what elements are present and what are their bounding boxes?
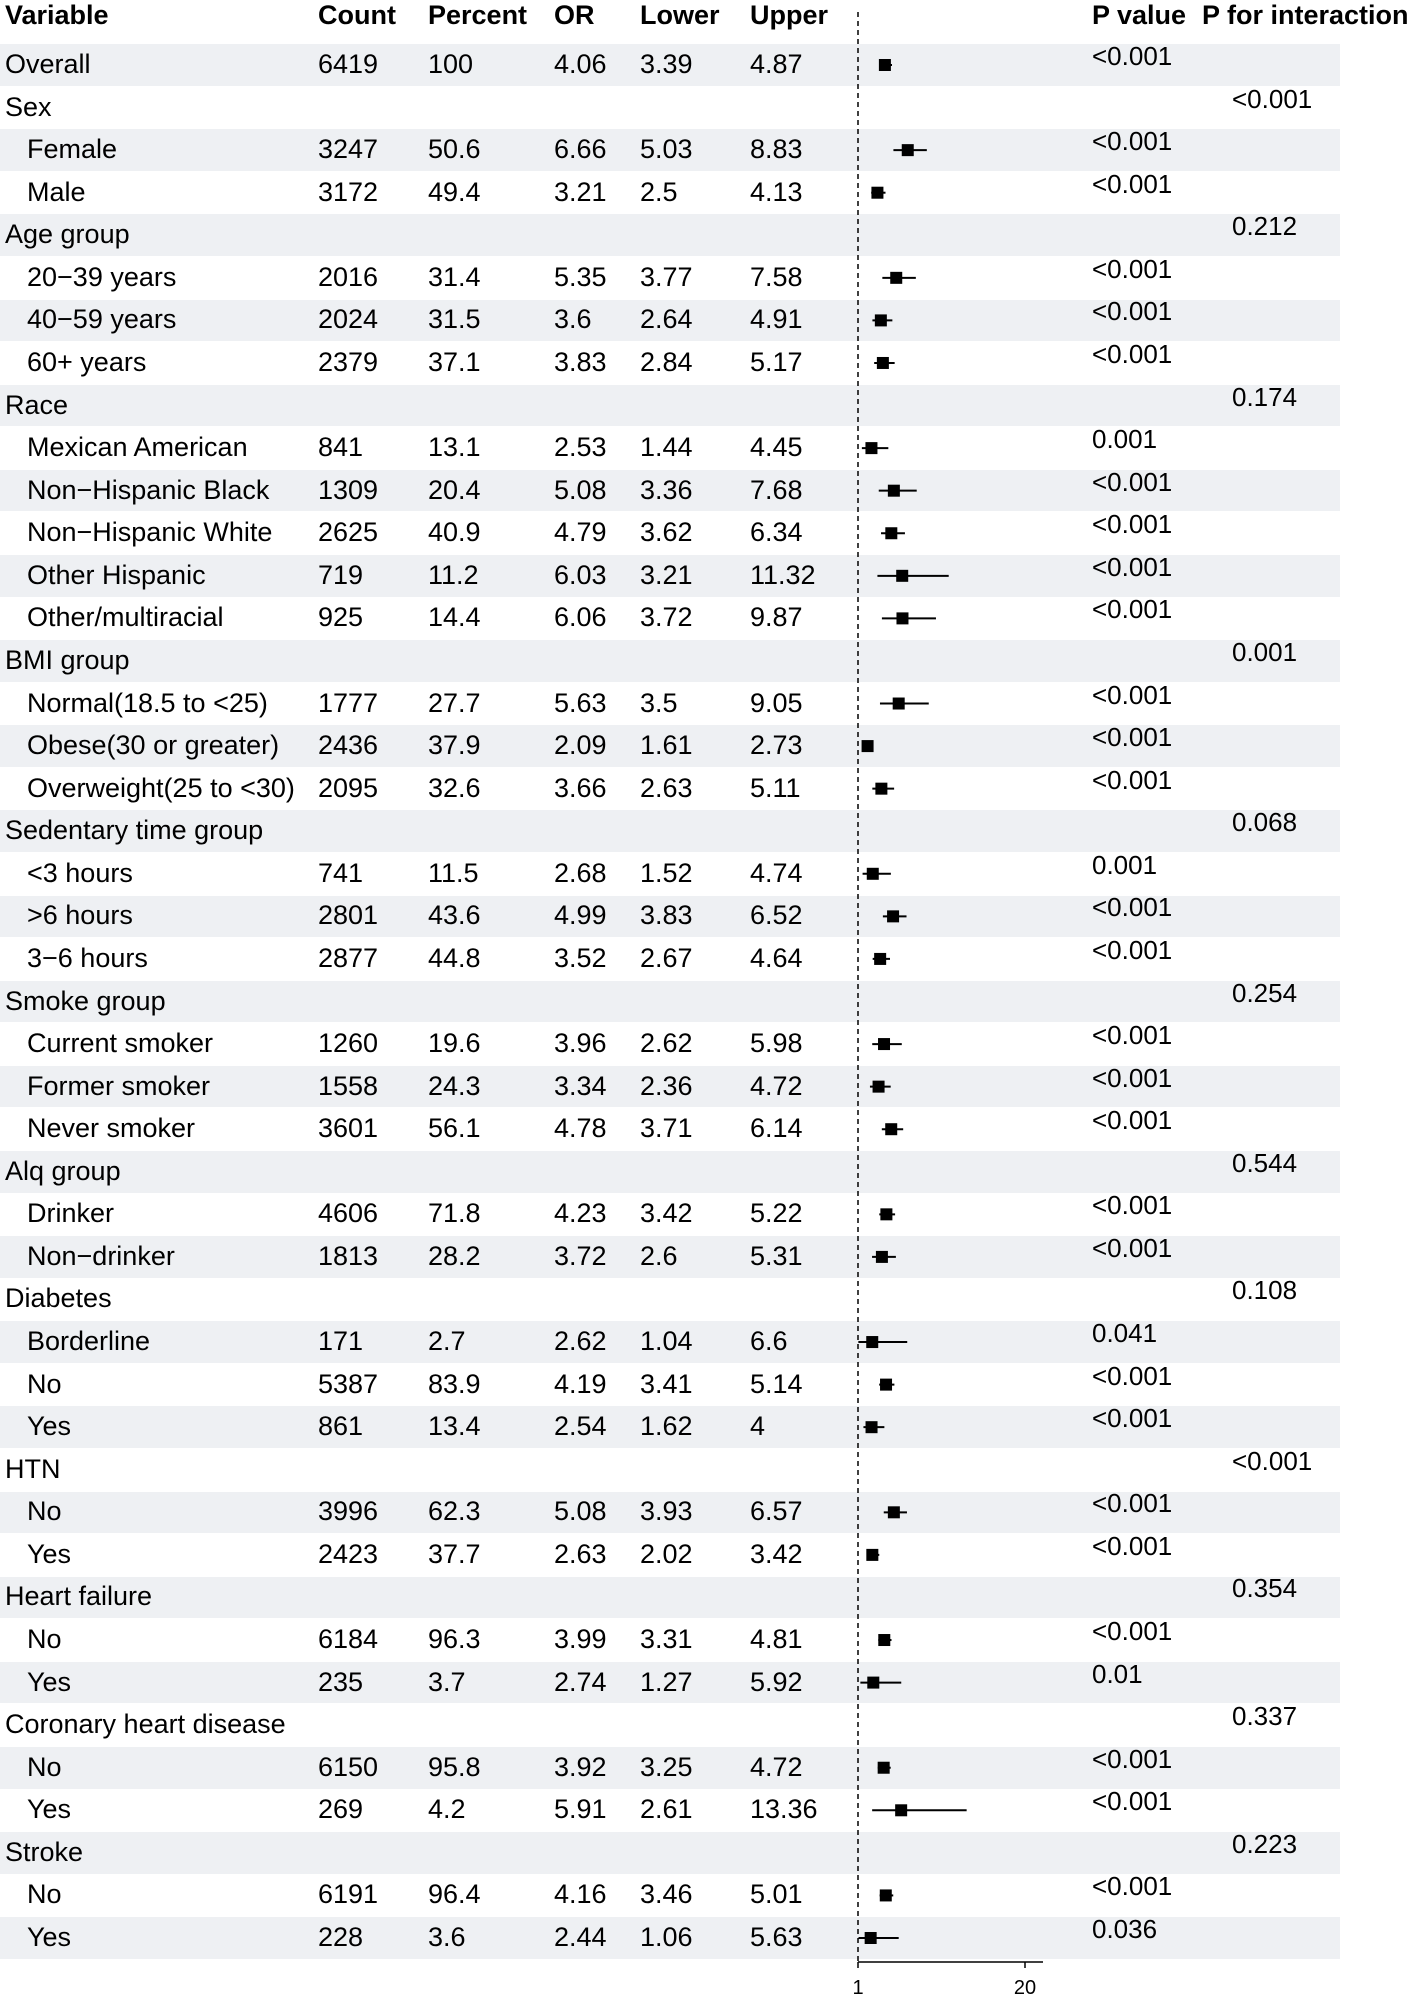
or-cell: 4.06 <box>554 49 607 79</box>
lower-cell: 1.61 <box>640 730 693 761</box>
percent-cell: 11.5 <box>428 857 479 888</box>
lower-cell: 1.52 <box>640 857 693 888</box>
or-point <box>896 570 908 582</box>
count-cell: 6419 <box>318 49 379 79</box>
header-p-value: P value <box>1092 0 1187 30</box>
upper-cell: 4.45 <box>750 432 803 463</box>
percent-cell: 50.6 <box>428 134 481 165</box>
row-label: No <box>27 1624 62 1655</box>
percent-cell: 32.6 <box>428 772 481 803</box>
lower-cell: 3.42 <box>640 1198 693 1229</box>
or-cell: 4.19 <box>554 1368 607 1399</box>
row-label: Borderline <box>27 1326 151 1357</box>
lower-cell: 2.64 <box>640 304 693 335</box>
percent-cell: 83.9 <box>428 1368 481 1399</box>
row-label: No <box>27 1751 62 1782</box>
upper-cell: 4.72 <box>750 1751 803 1782</box>
or-cell: 6.66 <box>554 134 607 165</box>
or-cell: 3.21 <box>554 176 607 207</box>
upper-cell: 9.05 <box>750 687 803 718</box>
p-value-cell: <0.001 <box>1092 168 1173 199</box>
upper-cell: 9.87 <box>750 602 803 633</box>
or-point <box>875 783 887 795</box>
lower-cell: 2.67 <box>640 942 693 973</box>
or-cell: 2.44 <box>554 1922 607 1952</box>
p-value-cell: <0.001 <box>1092 509 1173 540</box>
count-cell: 3601 <box>318 1113 379 1144</box>
lower-cell: 3.77 <box>640 261 693 292</box>
lower-cell: 1.62 <box>640 1411 693 1442</box>
or-cell: 4.99 <box>554 900 607 931</box>
count-cell: 171 <box>318 1326 364 1357</box>
upper-cell: 6.6 <box>750 1326 788 1357</box>
p-value-cell: <0.001 <box>1092 253 1173 284</box>
or-point <box>866 1549 878 1561</box>
header-percent: Percent <box>428 0 528 30</box>
upper-cell: 4.81 <box>750 1624 803 1655</box>
row-label: >6 hours <box>27 900 133 931</box>
upper-cell: 6.57 <box>750 1496 803 1527</box>
upper-cell: 4.74 <box>750 857 803 888</box>
percent-cell: 11.2 <box>428 559 479 590</box>
group-label: Diabetes <box>5 1283 112 1314</box>
lower-cell: 2.61 <box>640 1794 693 1825</box>
row-label: Non−Hispanic White <box>27 517 273 548</box>
p-value-cell: <0.001 <box>1092 1488 1173 1519</box>
upper-cell: 13.36 <box>750 1794 818 1825</box>
p-interaction-cell: 0.068 <box>1232 807 1298 838</box>
lower-cell: 3.36 <box>640 474 693 505</box>
lower-cell: 2.5 <box>640 176 678 207</box>
or-cell: 2.62 <box>554 1326 607 1357</box>
or-point <box>888 485 900 497</box>
percent-cell: 14.4 <box>428 602 481 633</box>
percent-cell: 96.3 <box>428 1624 481 1655</box>
row-label: Former smoker <box>27 1070 211 1101</box>
upper-cell: 5.14 <box>750 1368 803 1399</box>
count-cell: 269 <box>318 1794 364 1825</box>
row-label: Yes <box>27 1538 72 1569</box>
percent-cell: 13.1 <box>428 432 481 463</box>
or-point <box>902 144 914 156</box>
or-point <box>862 740 874 752</box>
row-label: 20−39 years <box>27 261 177 292</box>
count-cell: 6150 <box>318 1751 379 1782</box>
or-point <box>867 1677 879 1689</box>
upper-cell: 5.92 <box>750 1666 803 1697</box>
lower-cell: 1.04 <box>640 1326 693 1357</box>
group-label: Stroke <box>5 1836 84 1867</box>
count-cell: 841 <box>318 432 364 463</box>
count-cell: 4606 <box>318 1198 379 1229</box>
or-cell: 3.34 <box>554 1070 607 1101</box>
or-point <box>873 1081 885 1093</box>
group-label: BMI group <box>5 644 130 675</box>
or-point <box>876 1251 888 1263</box>
or-point <box>865 1932 877 1944</box>
group-label: HTN <box>5 1453 61 1484</box>
row-label: Normal(18.5 to <25) <box>27 687 268 718</box>
row-label: 3−6 hours <box>27 942 148 973</box>
or-point <box>880 1208 892 1220</box>
or-point <box>875 314 887 326</box>
or-cell: 3.96 <box>554 1028 607 1059</box>
count-cell: 2024 <box>318 304 379 335</box>
row-label: Overall <box>5 49 91 79</box>
upper-cell: 4 <box>750 1411 766 1442</box>
p-value-cell: <0.001 <box>1092 296 1173 327</box>
or-point <box>879 59 891 71</box>
count-cell: 925 <box>318 602 364 633</box>
count-cell: 719 <box>318 559 364 590</box>
or-cell: 5.35 <box>554 261 607 292</box>
upper-cell: 5.01 <box>750 1879 803 1910</box>
count-cell: 6184 <box>318 1624 379 1655</box>
row-label: Drinker <box>27 1198 115 1229</box>
p-interaction-cell: 0.108 <box>1232 1275 1298 1306</box>
or-point <box>866 1336 878 1348</box>
upper-cell: 11.32 <box>750 559 816 590</box>
row-label: Never smoker <box>27 1113 196 1144</box>
lower-cell: 2.62 <box>640 1028 693 1059</box>
p-value-cell: <0.001 <box>1092 551 1173 582</box>
p-interaction-cell: 0.337 <box>1232 1701 1298 1732</box>
count-cell: 2423 <box>318 1538 379 1569</box>
percent-cell: 20.4 <box>428 474 481 505</box>
row-label: Non−Hispanic Black <box>27 474 270 505</box>
percent-cell: 3.7 <box>428 1666 466 1697</box>
p-value-cell: <0.001 <box>1092 126 1173 157</box>
lower-cell: 3.46 <box>640 1879 693 1910</box>
count-cell: 1260 <box>318 1028 379 1059</box>
lower-cell: 1.06 <box>640 1922 693 1952</box>
lower-cell: 3.31 <box>640 1624 693 1655</box>
p-value-cell: <0.001 <box>1092 722 1173 753</box>
or-point <box>880 1889 892 1901</box>
upper-cell: 5.17 <box>750 346 803 377</box>
upper-cell: 6.14 <box>750 1113 803 1144</box>
or-cell: 3.72 <box>554 1240 607 1271</box>
or-point <box>874 953 886 965</box>
percent-cell: 28.2 <box>428 1240 481 1271</box>
p-interaction-cell: 0.212 <box>1232 211 1298 242</box>
row-label: 60+ years <box>27 346 147 377</box>
upper-cell: 2.73 <box>750 730 803 761</box>
group-label: Race <box>5 389 69 420</box>
percent-cell: 24.3 <box>428 1070 481 1101</box>
or-cell: 5.63 <box>554 687 607 718</box>
lower-cell: 2.6 <box>640 1240 678 1271</box>
row-label: 40−59 years <box>27 304 177 335</box>
upper-cell: 7.58 <box>750 261 803 292</box>
p-value-cell: <0.001 <box>1092 338 1173 369</box>
lower-cell: 2.02 <box>640 1538 693 1569</box>
x-tick-label: 20 <box>1013 1977 1037 1999</box>
or-point <box>885 1123 897 1135</box>
percent-cell: 100 <box>428 49 474 79</box>
or-cell: 5.91 <box>554 1794 607 1825</box>
percent-cell: 2.7 <box>428 1326 466 1357</box>
lower-cell: 3.83 <box>640 900 693 931</box>
group-label: Heart failure <box>5 1581 153 1612</box>
lower-cell: 2.36 <box>640 1070 693 1101</box>
p-value-cell: <0.001 <box>1092 1786 1173 1817</box>
or-point <box>866 1421 878 1433</box>
or-point <box>880 1379 892 1391</box>
p-interaction-cell: 0.544 <box>1232 1147 1298 1178</box>
upper-cell: 4.87 <box>750 49 803 79</box>
group-label: Alq group <box>5 1155 121 1186</box>
or-point <box>867 868 879 880</box>
or-cell: 2.54 <box>554 1411 607 1442</box>
or-point <box>871 187 883 199</box>
row-label: Overweight(25 to <30) <box>27 772 295 803</box>
upper-cell: 3.42 <box>750 1538 803 1569</box>
percent-cell: 96.4 <box>428 1879 481 1910</box>
p-interaction-cell: 0.174 <box>1232 381 1298 412</box>
row-label: Male <box>27 176 86 207</box>
row-label: No <box>27 1496 62 1527</box>
p-value-cell: <0.001 <box>1092 1232 1173 1263</box>
percent-cell: 31.4 <box>428 261 481 292</box>
upper-cell: 4.72 <box>750 1070 803 1101</box>
or-cell: 6.03 <box>554 559 607 590</box>
upper-cell: 5.22 <box>750 1198 803 1229</box>
or-cell: 3.52 <box>554 942 607 973</box>
percent-cell: 19.6 <box>428 1028 481 1059</box>
or-cell: 2.68 <box>554 857 607 888</box>
count-cell: 1813 <box>318 1240 379 1271</box>
p-interaction-cell: <0.001 <box>1232 1445 1313 1476</box>
or-point <box>895 1804 907 1816</box>
percent-cell: 37.9 <box>428 730 481 761</box>
header-p-interaction: P for interaction <box>1202 0 1409 30</box>
or-cell: 3.99 <box>554 1624 607 1655</box>
p-interaction-cell: 0.001 <box>1232 636 1298 667</box>
percent-cell: 95.8 <box>428 1751 481 1782</box>
row-label: Other/multiracial <box>27 602 224 633</box>
p-value-cell: 0.001 <box>1092 424 1158 455</box>
or-point <box>877 357 889 369</box>
count-cell: 3996 <box>318 1496 379 1527</box>
or-point <box>885 527 897 539</box>
lower-cell: 2.63 <box>640 772 693 803</box>
p-interaction-cell: 0.254 <box>1232 977 1298 1008</box>
upper-cell: 5.11 <box>750 772 801 803</box>
count-cell: 235 <box>318 1666 364 1697</box>
or-cell: 5.08 <box>554 474 607 505</box>
or-cell: 4.78 <box>554 1113 607 1144</box>
p-value-cell: 0.041 <box>1092 1318 1158 1349</box>
p-value-cell: <0.001 <box>1092 594 1173 625</box>
or-cell: 6.06 <box>554 602 607 633</box>
p-value-cell: <0.001 <box>1092 1871 1173 1902</box>
p-value-cell: <0.001 <box>1092 1020 1173 1051</box>
upper-cell: 8.83 <box>750 134 803 165</box>
upper-cell: 7.68 <box>750 474 803 505</box>
percent-cell: 56.1 <box>428 1113 481 1144</box>
count-cell: 3247 <box>318 134 379 165</box>
or-point <box>888 1506 900 1518</box>
or-point <box>878 1762 890 1774</box>
count-cell: 861 <box>318 1411 364 1442</box>
row-label: No <box>27 1368 62 1399</box>
group-label: Sedentary time group <box>5 815 264 846</box>
or-cell: 4.16 <box>554 1879 607 1910</box>
or-point <box>878 1038 890 1050</box>
lower-cell: 3.25 <box>640 1751 693 1782</box>
lower-cell: 2.84 <box>640 346 693 377</box>
header-upper: Upper <box>750 0 829 30</box>
header-or: OR <box>554 0 595 30</box>
lower-cell: 3.71 <box>640 1113 693 1144</box>
p-value-cell: <0.001 <box>1092 934 1173 965</box>
or-point <box>890 272 902 284</box>
lower-cell: 1.27 <box>640 1666 693 1697</box>
count-cell: 2801 <box>318 900 379 931</box>
percent-cell: 62.3 <box>428 1496 481 1527</box>
upper-cell: 4.91 <box>750 304 803 335</box>
x-tick-label: 1 <box>852 1977 864 1999</box>
group-label: Sex <box>5 91 52 122</box>
p-value-cell: 0.001 <box>1092 849 1158 880</box>
upper-cell: 4.64 <box>750 942 803 973</box>
or-point <box>887 910 899 922</box>
row-label: Yes <box>27 1411 72 1442</box>
or-cell: 3.92 <box>554 1751 607 1782</box>
row-label: Yes <box>27 1922 72 1952</box>
lower-cell: 5.03 <box>640 134 693 165</box>
count-cell: 1309 <box>318 474 379 505</box>
p-value-cell: 0.01 <box>1092 1658 1143 1689</box>
percent-cell: 27.7 <box>428 687 481 718</box>
row-label: Other Hispanic <box>27 559 206 590</box>
lower-cell: 3.41 <box>640 1368 693 1399</box>
row-label: <3 hours <box>27 857 133 888</box>
row-label: Obese(30 or greater) <box>27 730 280 761</box>
row-label: Yes <box>27 1794 72 1825</box>
lower-cell: 1.44 <box>640 432 693 463</box>
or-point <box>893 698 905 710</box>
or-cell: 3.6 <box>554 304 592 335</box>
upper-cell: 5.63 <box>750 1922 803 1952</box>
count-cell: 1558 <box>318 1070 379 1101</box>
or-point <box>896 612 908 624</box>
count-cell: 2095 <box>318 772 379 803</box>
p-value-cell: 0.036 <box>1092 1914 1158 1944</box>
or-cell: 3.66 <box>554 772 607 803</box>
p-value-cell: <0.001 <box>1092 1062 1173 1093</box>
or-cell: 2.74 <box>554 1666 607 1697</box>
percent-cell: 4.2 <box>428 1794 466 1825</box>
percent-cell: 13.4 <box>428 1411 481 1442</box>
upper-cell: 6.34 <box>750 517 803 548</box>
row-label: Non−drinker <box>27 1240 175 1271</box>
p-value-cell: <0.001 <box>1092 892 1173 923</box>
row-label: No <box>27 1879 62 1910</box>
row-label: Current smoker <box>27 1028 214 1059</box>
p-interaction-cell: 0.223 <box>1232 1828 1298 1859</box>
group-label: Age group <box>5 219 130 250</box>
lower-cell: 3.39 <box>640 49 693 79</box>
or-cell: 3.83 <box>554 346 607 377</box>
p-interaction-cell: <0.001 <box>1232 83 1313 114</box>
count-cell: 2379 <box>318 346 379 377</box>
lower-cell: 3.5 <box>640 687 678 718</box>
percent-cell: 44.8 <box>428 942 481 973</box>
or-cell: 5.08 <box>554 1496 607 1527</box>
p-value-cell: <0.001 <box>1092 1190 1173 1221</box>
or-point <box>878 1634 890 1646</box>
count-cell: 1777 <box>318 687 379 718</box>
or-cell: 2.53 <box>554 432 607 463</box>
group-label: Smoke group <box>5 985 166 1016</box>
header-variable: Variable <box>5 0 109 30</box>
percent-cell: 37.1 <box>428 346 481 377</box>
p-value-cell: <0.001 <box>1092 1530 1173 1561</box>
percent-cell: 71.8 <box>428 1198 481 1229</box>
header-count: Count <box>318 0 396 30</box>
or-cell: 2.63 <box>554 1538 607 1569</box>
count-cell: 2436 <box>318 730 379 761</box>
p-value-cell: <0.001 <box>1092 679 1173 710</box>
count-cell: 741 <box>318 857 364 888</box>
count-cell: 228 <box>318 1922 364 1952</box>
lower-cell: 3.21 <box>640 559 693 590</box>
group-label: Coronary heart disease <box>5 1709 286 1740</box>
lower-cell: 3.62 <box>640 517 693 548</box>
upper-cell: 5.98 <box>750 1028 803 1059</box>
lower-cell: 3.72 <box>640 602 693 633</box>
row-label: Female <box>27 134 118 165</box>
p-value-cell: <0.001 <box>1092 1403 1173 1434</box>
p-value-cell: <0.001 <box>1092 1360 1173 1391</box>
count-cell: 2625 <box>318 517 379 548</box>
row-label: Yes <box>27 1666 72 1697</box>
or-cell: 4.23 <box>554 1198 607 1229</box>
count-cell: 6191 <box>318 1879 379 1910</box>
row-label: Mexican American <box>27 432 248 463</box>
percent-cell: 40.9 <box>428 517 481 548</box>
percent-cell: 49.4 <box>428 176 481 207</box>
p-value-cell: <0.001 <box>1092 1105 1173 1136</box>
upper-cell: 5.31 <box>750 1240 803 1271</box>
percent-cell: 3.6 <box>428 1922 466 1952</box>
header-lower: Lower <box>640 0 720 30</box>
p-interaction-cell: 0.354 <box>1232 1573 1298 1604</box>
p-value-cell: <0.001 <box>1092 1743 1173 1774</box>
upper-cell: 6.52 <box>750 900 803 931</box>
percent-cell: 31.5 <box>428 304 481 335</box>
upper-cell: 4.13 <box>750 176 803 207</box>
p-value-cell: <0.001 <box>1092 1616 1173 1647</box>
p-value-cell: <0.001 <box>1092 41 1173 71</box>
p-value-cell: <0.001 <box>1092 466 1173 497</box>
or-cell: 4.79 <box>554 517 607 548</box>
or-cell: 2.09 <box>554 730 607 761</box>
count-cell: 2016 <box>318 261 379 292</box>
lower-cell: 3.93 <box>640 1496 693 1527</box>
or-point <box>865 442 877 454</box>
count-cell: 2877 <box>318 942 379 973</box>
p-value-cell: <0.001 <box>1092 764 1173 795</box>
percent-cell: 37.7 <box>428 1538 481 1569</box>
percent-cell: 43.6 <box>428 900 481 931</box>
count-cell: 3172 <box>318 176 379 207</box>
count-cell: 5387 <box>318 1368 379 1399</box>
